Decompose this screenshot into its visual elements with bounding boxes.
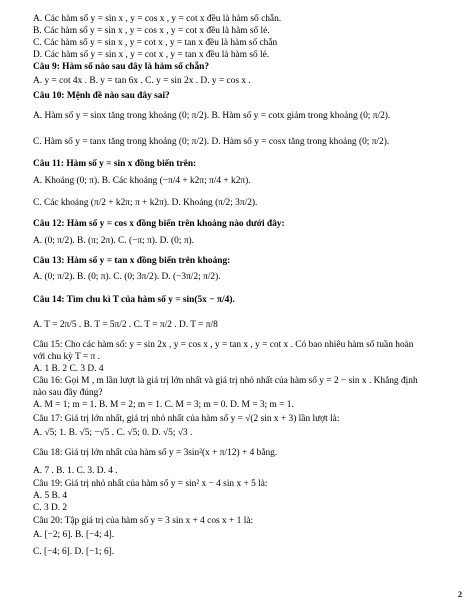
line-17: A. T = 2π/5 . B. T = 5π/2 . C. T = π/2 . D. T = π/8 <box>33 320 218 330</box>
line-26: Câu 18: Giá trị lớn nhất của hàm số y = 3sin²(x + π/12) + 4 bằng. <box>33 448 278 458</box>
line-27: A. 7 . B. 1. C. 3. D. 4 . <box>33 466 118 476</box>
line-21: Câu 16: Gọi M , m lần lượt là giá trị lớn nhất và giá trị nhỏ nhất của hàm số y = 2 − sin x . Khẳng định <box>33 376 418 386</box>
line-6: Câu 10: Mệnh đề nào sau đây sai? <box>33 91 170 101</box>
line-3: D. Các hàm số y = sin x , y = cot x , y = tan x đều là hàm số lẻ. <box>33 50 270 60</box>
line-18: Câu 15: Cho các hàm số: y = sin 2x , y = cos x , y = tan x , y = cot x . Có bao nhiêu hàm số tuần hoàn <box>33 340 414 350</box>
line-0: A. Các hàm số y = sin x , y = cos x , y = cot x đều là hàm số chẵn. <box>33 14 282 24</box>
line-28: Câu 19: Giá trị nhỏ nhất của hàm số y = sin² x − 4 sin x + 5 là: <box>33 479 268 489</box>
line-30: C. 3 D. 2 <box>33 503 68 513</box>
line-23: A. M = 1; m = 1. B. M = 2; m = 1. C. M = 3; m = 0. D. M = 3; m = 1. <box>33 400 294 410</box>
line-32: A. [−2; 6]. B. [−4; 4]. <box>33 530 115 540</box>
line-1: B. Các hàm số y = sin x , y = cos x , y = cot x đều là hàm số lẻ. <box>33 26 270 36</box>
line-22: nào sau đây đúng? <box>33 388 103 398</box>
line-5: A. y = cot 4x . B. y = tan 6x . C. y = sin 2x . D. y = cos x . <box>33 76 251 86</box>
line-12: Câu 12: Hàm số y = cos x đồng biến trên khoảng nào dưới đây: <box>33 219 285 229</box>
line-33: C. [−4; 6]. D. [−1; 6]. <box>33 547 115 557</box>
line-11: C. Các khoảng (π/2 + k2π; π + k2π). D. Khoảng (π/2; 3π/2). <box>33 198 258 208</box>
line-19: với chu kỳ T = π . <box>33 352 100 362</box>
line-7: A. Hàm số y = sinx tăng trong khoảng (0; π/2). B. Hàm số y = cotx giảm trong khoảng (0; π/2). <box>33 111 391 121</box>
line-4: Câu 9: Hàm số nào sau đây là hàm số chẵn? <box>33 62 210 72</box>
line-10: A. Khoảng (0; π). B. Các khoảng (−π/4 + k2π; π/4 + k2π). <box>33 176 251 186</box>
line-14: Câu 13: Hàm số y = tan x đồng biến trên khoảng: <box>33 256 231 266</box>
line-25: A. √5; 1. B. √5; −√5 . C. √5; 0. D. √5; √3 . <box>33 428 193 438</box>
line-20: A. 1 B. 2 C. 3 D. 4 <box>33 364 104 374</box>
line-31: Câu 20: Tập giá trị của hàm số y = 3 sin x + 4 cos x + 1 là: <box>33 516 254 526</box>
line-15: A. (0; π/2). B. (0; π). C. (0; 3π/2). D. (−3π/2; π/2). <box>33 272 221 282</box>
page-number: 2 <box>458 590 462 599</box>
line-8: C. Hàm số y = tanx tăng trong khoảng (0; π/2). D. Hàm số y = cosx tăng trong khoảng (0; π/2). <box>33 137 390 147</box>
line-2: C. Các hàm số y = sin x , y = cot x , y = tan x đều là hàm số chẵn <box>33 38 278 48</box>
line-9: Câu 11: Hàm số y = sin x đồng biến trên: <box>33 159 197 169</box>
line-29: A. 5 B. 4 <box>33 491 68 501</box>
line-13: A. (0; π/2). B. (π; 2π). C. (−π; π). D. (0; π). <box>33 236 195 246</box>
line-16: Câu 14: Tìm chu kì T của hàm số y = sin(5x − π/4). <box>33 295 235 305</box>
line-24: Câu 17: Giá trị lớn nhất, giá trị nhỏ nhất của hàm số y = √(2 sin x + 3) lần lượt là: <box>33 414 340 424</box>
